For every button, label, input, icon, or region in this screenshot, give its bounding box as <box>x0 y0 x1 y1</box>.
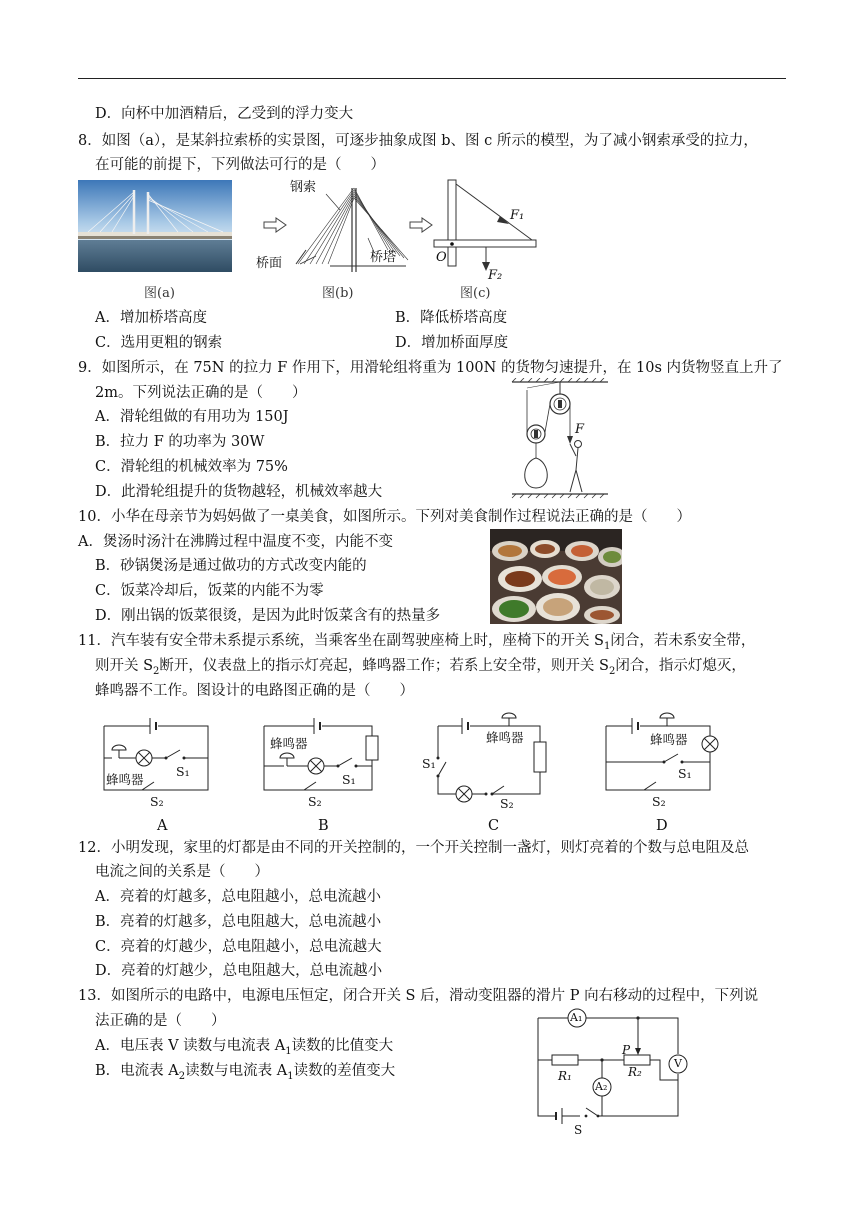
q8-caption-c: 图(c) <box>460 286 491 301</box>
q11-d-buzzer-label: 蜂鸣器 <box>650 732 688 747</box>
q11-caption-a: A <box>157 818 168 834</box>
q12-option-b: B．亮着的灯越多，总电阻越大，总电流越小 <box>95 914 382 930</box>
q13-ammeter-a1-label: A₁ <box>570 1011 583 1024</box>
q10-option-d: D．刚出锅的饭菜很烫，是因为此时饭菜含有的热量多 <box>95 608 441 624</box>
q11-b-s1-label: S₁ <box>342 772 356 787</box>
q13-slider-p-label: P <box>622 1043 631 1057</box>
q12-stem-line2: 电流之间的关系是（ ） <box>95 864 269 880</box>
q13-switch-s-label: S <box>574 1123 583 1137</box>
q13-option-a: A．电压表 V 读数与电流表 $A_1$读数的比值变大 <box>95 1038 394 1057</box>
q13-option-b: B．电流表 $A_2$读数与电流表 $A_1$读数的差值变大 <box>95 1063 396 1082</box>
q11-c-s2-label: S₂ <box>500 796 514 811</box>
q11-a-buzzer-label: 蜂鸣器 <box>106 772 144 787</box>
q8-option-c: C．选用更粗的钢索 <box>95 335 223 351</box>
q8-option-d: D．增加桥面厚度 <box>395 335 509 351</box>
q11-c-s1-label: S₁ <box>422 756 436 771</box>
q9-option-a: A．滑轮组做的有用功为 150J <box>95 409 289 425</box>
q9-stem-line2: 2m。下列说法正确的是（ ） <box>95 385 307 401</box>
q12-option-a: A．亮着的灯越多，总电阻越小，总电流越小 <box>95 889 381 905</box>
q10-food-photo <box>490 529 622 624</box>
q11-a-s1-label: S₁ <box>176 764 190 779</box>
header-rule <box>78 78 786 79</box>
q11-caption-d: D <box>656 818 668 834</box>
q10-stem: 10．小华在母亲节为妈妈做了一桌美食，如图所示。下列对美食制作过程说法正确的是（ ） <box>78 509 691 525</box>
q13-circuit-figure <box>528 1006 692 1140</box>
q9-label-f: F <box>575 422 585 437</box>
q11-stem-line2: 则开关 $S_2$断开，仪表盘上的指示灯亮起，蜂鸣器工作；若系上安全带，则开关 $S_2$闭合，指示灯熄灭， <box>95 658 746 677</box>
q8-label-deck: 桥面 <box>256 256 283 271</box>
q11-circuit-c <box>420 710 560 810</box>
q9-option-b: B．拉力 F 的功率为 30W <box>95 434 265 450</box>
q13-stem-line2: 法正确的是（ ） <box>95 1013 226 1029</box>
q12-option-c: C．亮着的灯越少，总电阻越小，总电流越大 <box>95 939 382 955</box>
q8-caption-a: 图(a) <box>144 286 175 301</box>
q13-stem-line1: 13．如图所示的电路中，电源电压恒定，闭合开关 S 后，滑动变阻器的滑片 P 向右移动的过程中，下列说 <box>78 988 759 1004</box>
q10-option-c: C．饭菜冷却后，饭菜的内能不为零 <box>95 583 324 599</box>
right-arrow-icon <box>262 216 288 234</box>
q9-option-d: D．此滑轮组提升的货物越轻，机械效率越大 <box>95 484 383 500</box>
q11-caption-b: B <box>318 818 329 834</box>
q8-label-f1: F₁ <box>510 208 525 223</box>
q9-stem-line1: 9．如图所示，在 75N 的拉力 F 作用下，用滑轮组将重为 100N 的货物匀速提升，在 10s 内货物竖直上升了 <box>78 360 783 376</box>
q8-label-tower: 桥塔 <box>370 250 397 265</box>
q12-option-d: D．亮着的灯越少，总电阻越大，总电流越小 <box>95 963 383 979</box>
q11-a-s2-label: S₂ <box>150 794 164 809</box>
q11-d-s2-label: S₂ <box>652 794 666 809</box>
q11-stem-line3: 蜂鸣器不工作。图设计的电路图正确的是（ ） <box>95 683 414 699</box>
q8-bridge-photo <box>78 180 232 272</box>
q7-option-d: D．向杯中加酒精后，乙受到的浮力变大 <box>95 106 354 122</box>
q11-stem-line1: 11．汽车装有安全带未系提示系统，当乘客坐在副驾驶座椅上时，座椅下的开关 $S_1$闭合，若未系安全带， <box>78 633 756 652</box>
q13-r2-label: R₂ <box>628 1065 642 1079</box>
q8-option-a: A．增加桥塔高度 <box>95 310 207 326</box>
q11-d-s1-label: S₁ <box>678 766 692 781</box>
q8-stem-line1: 8．如图（a），是某斜拉索桥的实景图，可逐步抽象成图 b、图 c 所示的模型，为了减小钢索承受的拉力， <box>78 133 758 149</box>
q13-ammeter-a2-label: A₂ <box>595 1080 608 1093</box>
q13-r1-label: R₁ <box>558 1069 572 1083</box>
q11-b-buzzer-label: 蜂鸣器 <box>270 736 308 751</box>
q8-label-cable: 钢索 <box>290 180 317 195</box>
q8-option-b: B．降低桥塔高度 <box>395 310 508 326</box>
q8-stem-line2: 在可能的前提下，下列做法可行的是（ ） <box>95 157 385 173</box>
q8-caption-b: 图(b) <box>322 286 354 301</box>
q9-pulley-figure <box>508 378 612 500</box>
q10-option-b: B．砂锅煲汤是通过做功的方式改变内能的 <box>95 558 367 574</box>
q8-label-f2: F₂ <box>488 268 503 283</box>
q9-option-c: C．滑轮组的机械效率为 75% <box>95 459 288 475</box>
q10-option-a: A．煲汤时汤汁在沸腾过程中温度不变，内能不变 <box>78 534 393 550</box>
q11-caption-c: C <box>488 818 500 834</box>
q11-c-buzzer-label: 蜂鸣器 <box>486 730 524 745</box>
q12-stem-line1: 12．小明发现，家里的灯都是由不同的开关控制的，一个开关控制一盏灯，则灯亮着的个数与总电阻及总 <box>78 840 749 856</box>
q11-b-s2-label: S₂ <box>308 794 322 809</box>
q8-label-o: O <box>436 250 447 265</box>
q8-figure-c <box>430 178 542 282</box>
q13-voltmeter-v-label: V <box>674 1057 682 1070</box>
